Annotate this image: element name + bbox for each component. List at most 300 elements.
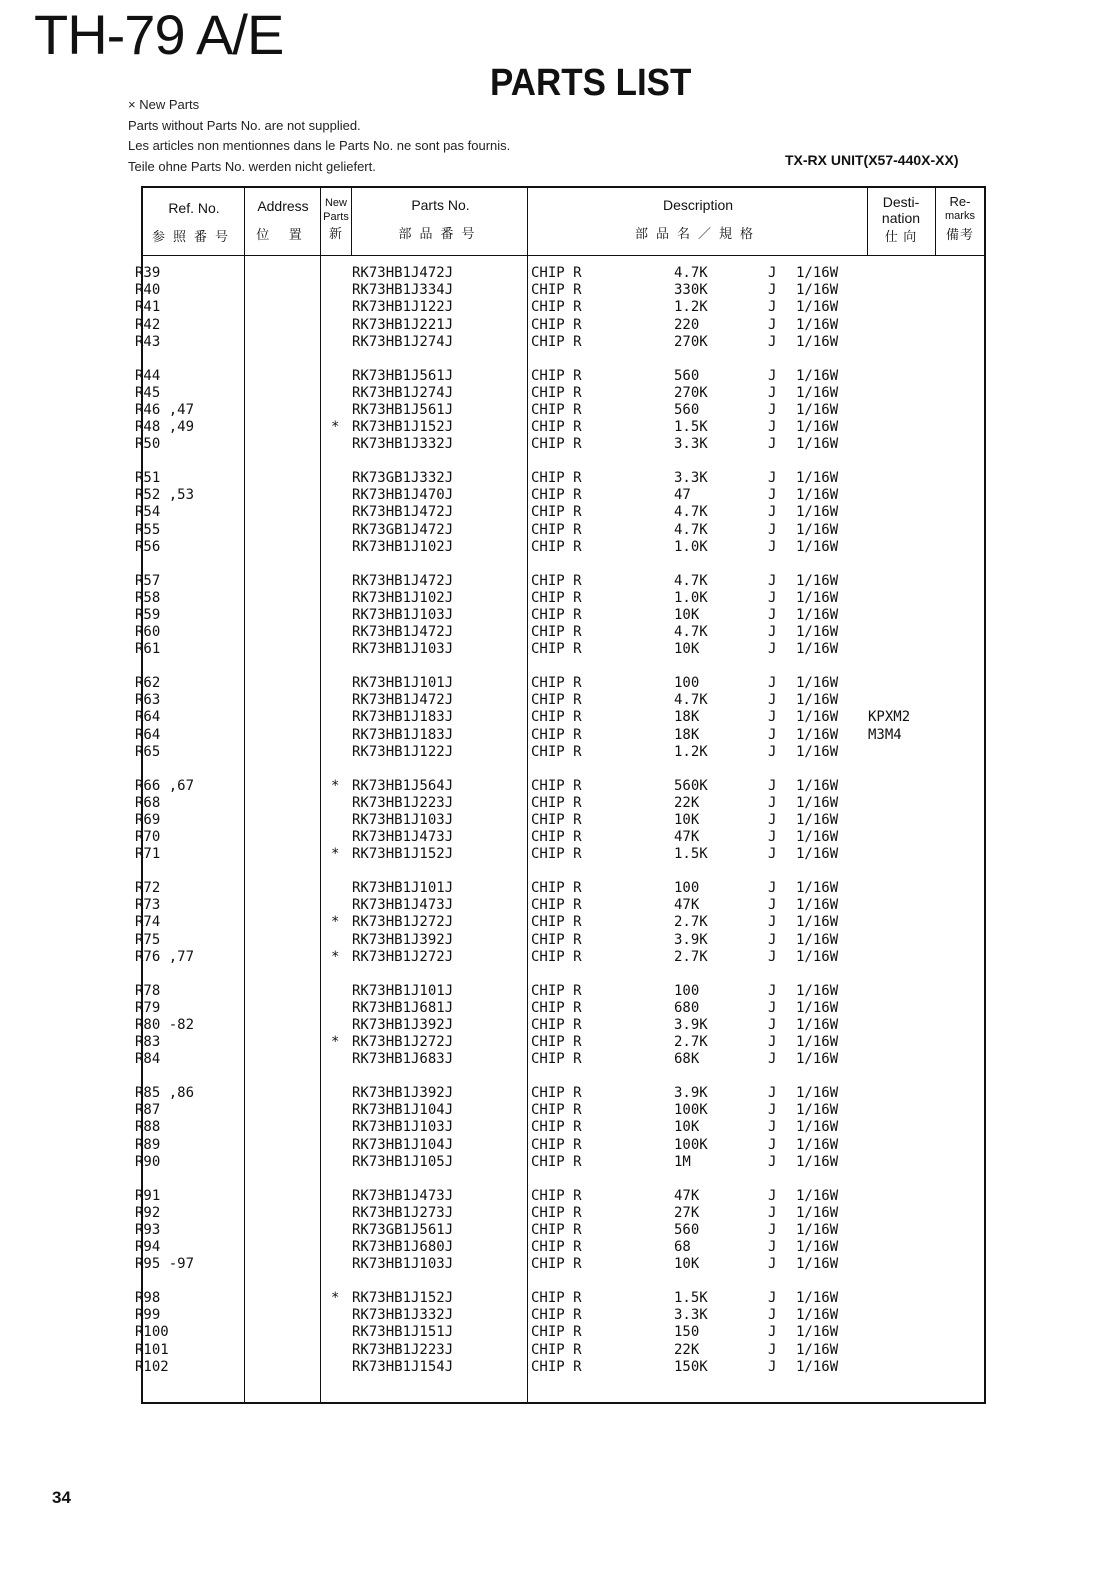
cell-tol: J [768,829,777,846]
cell-ref: R91 [135,1187,161,1204]
col-header-parts-no [353,197,528,242]
cell-tol: J [768,726,777,743]
col-header-new [320,196,352,241]
cell-val: 150 [674,1324,700,1341]
cell-pn: RK73HB1J273J [352,1204,454,1221]
cell-pn: RK73GB1J332J [352,470,454,486]
cell-pw: 1/16W [796,1307,839,1324]
cell-pn: RK73HB1J101J [352,675,454,691]
cell-desc: CHIP R [531,897,582,914]
cell-pw: 1/16W [796,419,839,436]
cell-pw: 1/16W [796,470,839,486]
cell-ref: R64 [135,709,161,726]
cell-desc: CHIP R [531,914,582,931]
cell-pn: RK73HB1J272J [352,948,454,965]
cell-val: 47K [674,829,700,846]
column-divider [244,188,245,1402]
cell-ref: R78 [135,982,161,999]
cell-pn: RK73HB1J392J [352,1016,454,1033]
cell-val: 560 [674,367,700,384]
cell-pw: 1/16W [796,999,839,1016]
cell-pn: RK73HB1J332J [352,436,454,453]
cell-desc: CHIP R [531,606,582,623]
cell-tol: J [768,384,777,401]
cell-val: 4.7K [674,265,708,281]
cell-pw: 1/16W [796,1290,839,1306]
cell-desc: CHIP R [531,1102,582,1119]
cell-val: 2.7K [674,948,708,965]
cell-pn: RK73HB1J561J [352,367,454,384]
cell-tol: J [768,1221,777,1238]
cell-val: 560K [674,777,708,794]
cell-tol: J [768,265,777,281]
col-header-destination-en1: Desti- [882,194,920,210]
cell-tol: J [768,794,777,811]
cell-ref: R101 [135,1341,169,1358]
cell-val: 22K [674,794,700,811]
cell-pw: 1/16W [796,1051,839,1068]
cell-pn: RK73HB1J154J [352,1358,454,1375]
cell-ref: R99 [135,1307,161,1324]
cell-val: 3.9K [674,931,708,948]
cell-tol: J [768,811,777,828]
cell-pw: 1/16W [796,982,839,999]
cell-pn: RK73HB1J183J [352,709,454,726]
header-divider [143,255,984,256]
cell-new: * [331,419,340,436]
cell-desc: CHIP R [531,1221,582,1238]
cell-desc: CHIP R [531,982,582,999]
cell-tol: J [768,1102,777,1119]
cell-desc: CHIP R [531,333,582,350]
cell-tol: J [768,624,777,641]
cell-val: 2.7K [674,1034,708,1051]
cell-val: 1.5K [674,419,708,436]
col-header-description-jp: 部品名／規格 [634,226,761,241]
cell-desc: CHIP R [531,1051,582,1068]
cell-desc: CHIP R [531,316,582,333]
col-header-destination [867,194,935,245]
cell-ref: R42 [135,316,161,333]
cell-tol: J [768,487,777,504]
cell-pw: 1/16W [796,794,839,811]
cell-desc: CHIP R [531,726,582,743]
cell-pn: RK73HB1J102J [352,538,454,555]
cell-val: 10K [674,1119,700,1136]
cell-tol: J [768,931,777,948]
cell-ref: R48 ,49 [135,419,195,436]
page-number: 34 [52,1488,71,1507]
cell-new: * [331,1290,340,1306]
cell-dst: KPXM2 [868,709,911,726]
cell-tol: J [768,504,777,521]
cell-val: 2.7K [674,914,708,931]
cell-desc: CHIP R [531,1204,582,1221]
cell-tol: J [768,1051,777,1068]
cell-ref: R59 [135,606,161,623]
cell-val: 10K [674,811,700,828]
cell-ref: R55 [135,521,161,538]
cell-pn: RK73HB1J561J [352,401,454,418]
cell-pn: RK73HB1J103J [352,641,454,658]
cell-desc: CHIP R [531,367,582,384]
cell-ref: R85 ,86 [135,1085,195,1101]
cell-pn: RK73HB1J473J [352,897,454,914]
cell-ref: R45 [135,384,161,401]
cell-val: 3.9K [674,1016,708,1033]
cell-pn: RK73HB1J472J [352,572,454,589]
cell-ref: R84 [135,1051,161,1068]
col-header-new-jp: 新 [328,226,343,241]
cell-pw: 1/16W [796,846,839,863]
cell-tol: J [768,982,777,999]
cell-val: 4.7K [674,521,708,538]
cell-pn: RK73HB1J473J [352,1187,454,1204]
cell-tol: J [768,401,777,418]
cell-val: 1M [674,1153,691,1170]
cell-pn: RK73HB1J680J [352,1239,454,1256]
cell-pn: RK73HB1J472J [352,624,454,641]
cell-pw: 1/16W [796,931,839,948]
cell-val: 100 [674,675,700,691]
cell-pw: 1/16W [796,1016,839,1033]
cell-tol: J [768,1341,777,1358]
cell-pw: 1/16W [796,914,839,931]
cell-tol: J [768,1153,777,1170]
cell-desc: CHIP R [531,1187,582,1204]
cell-desc: CHIP R [531,1256,582,1273]
cell-pw: 1/16W [796,641,839,658]
cell-val: 100K [674,1102,708,1119]
cell-pw: 1/16W [796,384,839,401]
cell-pw: 1/16W [796,1085,839,1101]
cell-tol: J [768,316,777,333]
cell-val: 22K [674,1341,700,1358]
cell-desc: CHIP R [531,1324,582,1341]
cell-val: 47 [674,487,691,504]
cell-ref: R83 [135,1034,161,1051]
cell-pn: RK73HB1J122J [352,299,454,316]
cell-tol: J [768,1034,777,1051]
cell-pn: RK73HB1J101J [352,982,454,999]
cell-pn: RK73HB1J103J [352,606,454,623]
cell-pw: 1/16W [796,572,839,589]
cell-pn: RK73HB1J102J [352,589,454,606]
cell-ref: R51 [135,470,161,486]
cell-val: 100 [674,982,700,999]
cell-desc: CHIP R [531,743,582,760]
cell-tol: J [768,880,777,896]
cell-tol: J [768,589,777,606]
cell-ref: R75 [135,931,161,948]
cell-pn: RK73HB1J274J [352,384,454,401]
cell-pw: 1/16W [796,777,839,794]
cell-desc: CHIP R [531,419,582,436]
cell-tol: J [768,333,777,350]
cell-pn: RK73HB1J101J [352,880,454,896]
cell-pn: RK73HB1J470J [352,487,454,504]
cell-tol: J [768,1307,777,1324]
cell-ref: R80 -82 [135,1016,195,1033]
cell-desc: CHIP R [531,931,582,948]
cell-pn: RK73GB1J472J [352,521,454,538]
cell-new: * [331,777,340,794]
cell-val: 1.5K [674,1290,708,1306]
cell-new: * [331,948,340,965]
cell-ref: R72 [135,880,161,896]
cell-tol: J [768,470,777,486]
cell-pn: RK73HB1J122J [352,743,454,760]
cell-tol: J [768,709,777,726]
cell-desc: CHIP R [531,1341,582,1358]
cell-ref: R44 [135,367,161,384]
cell-tol: J [768,1085,777,1101]
col-header-new-en1: New [324,197,347,209]
cell-desc: CHIP R [531,384,582,401]
cell-pn: RK73HB1J564J [352,777,454,794]
col-header-remarks-en2: marks [945,210,975,222]
cell-desc: CHIP R [531,436,582,453]
cell-val: 270K [674,384,708,401]
cell-tol: J [768,914,777,931]
cell-pw: 1/16W [796,1358,839,1375]
cell-tol: J [768,675,777,691]
cell-desc: CHIP R [531,1034,582,1051]
cell-ref: R61 [135,641,161,658]
cell-pn: RK73HB1J272J [352,914,454,931]
cell-val: 150K [674,1358,708,1375]
col-header-description [528,197,868,242]
cell-val: 1.0K [674,589,708,606]
cell-ref: R90 [135,1153,161,1170]
cell-tol: J [768,1119,777,1136]
col-header-ref-en: Ref. No. [168,200,220,216]
cell-val: 10K [674,641,700,658]
cell-pn: RK73HB1J681J [352,999,454,1016]
cell-ref: R94 [135,1239,161,1256]
cell-new: * [331,1034,340,1051]
cell-desc: CHIP R [531,299,582,316]
cell-tol: J [768,419,777,436]
cell-pn: RK73HB1J152J [352,846,454,863]
cell-tol: J [768,846,777,863]
cell-desc: CHIP R [531,794,582,811]
cell-val: 4.7K [674,624,708,641]
cell-ref: R40 [135,282,161,299]
cell-pn: RK73HB1J274J [352,333,454,350]
cell-pn: RK73HB1J334J [352,282,454,299]
cell-tol: J [768,777,777,794]
col-header-ref-jp: 参照番号 [151,229,236,244]
cell-desc: CHIP R [531,1016,582,1033]
note-de: Teile ohne Parts No. werden nicht geliefert. [128,158,376,174]
cell-pn: RK73HB1J103J [352,1119,454,1136]
cell-ref: R64 [135,726,161,743]
cell-pw: 1/16W [796,811,839,828]
cell-pw: 1/16W [796,692,839,709]
cell-ref: R54 [135,504,161,521]
cell-desc: CHIP R [531,692,582,709]
cell-pn: RK73HB1J223J [352,1341,454,1358]
cell-ref: R93 [135,1221,161,1238]
cell-val: 100K [674,1136,708,1153]
cell-desc: CHIP R [531,589,582,606]
cell-desc: CHIP R [531,1119,582,1136]
cell-tol: J [768,367,777,384]
cell-val: 1.2K [674,299,708,316]
cell-tol: J [768,1187,777,1204]
cell-pn: RK73HB1J472J [352,265,454,281]
cell-ref: R70 [135,829,161,846]
cell-val: 68 [674,1239,691,1256]
cell-pw: 1/16W [796,1187,839,1204]
cell-pw: 1/16W [796,1102,839,1119]
cell-pn: RK73GB1J561J [352,1221,454,1238]
cell-desc: CHIP R [531,1153,582,1170]
col-header-destination-jp: 仕 向 [884,229,918,244]
cell-pw: 1/16W [796,521,839,538]
page-title: PARTS LIST [490,62,692,104]
cell-desc: CHIP R [531,1136,582,1153]
cell-desc: CHIP R [531,282,582,299]
cell-pw: 1/16W [796,538,839,555]
parts-table [135,186,986,1404]
col-header-address-jp: 位 置 [256,227,310,242]
cell-tol: J [768,1324,777,1341]
cell-val: 47K [674,1187,700,1204]
cell-desc: CHIP R [531,829,582,846]
cell-pw: 1/16W [796,333,839,350]
cell-pw: 1/16W [796,675,839,691]
cell-val: 560 [674,1221,700,1238]
cell-tol: J [768,1016,777,1033]
cell-new: * [331,846,340,863]
notes [128,95,510,177]
cell-ref: R46 ,47 [135,401,195,418]
cell-pw: 1/16W [796,589,839,606]
cell-ref: R60 [135,624,161,641]
cell-val: 68K [674,1051,700,1068]
cell-val: 10K [674,606,700,623]
cell-desc: CHIP R [531,880,582,896]
cell-ref: R68 [135,794,161,811]
col-header-ref [147,200,241,245]
cell-ref: R98 [135,1290,161,1306]
column-divider [527,188,528,1402]
unit-label: TX-RX UNIT(X57-440X-XX) [785,152,959,168]
cell-pw: 1/16W [796,487,839,504]
cell-pn: RK73HB1J221J [352,316,454,333]
col-header-parts-no-en: Parts No. [411,197,470,213]
cell-val: 100 [674,880,700,896]
cell-val: 3.3K [674,1307,708,1324]
cell-ref: R56 [135,538,161,555]
cell-ref: R87 [135,1102,161,1119]
cell-ref: R62 [135,675,161,691]
col-header-address [245,198,321,243]
cell-pn: RK73HB1J472J [352,504,454,521]
cell-tol: J [768,299,777,316]
cell-desc: CHIP R [531,811,582,828]
cell-tol: J [768,282,777,299]
cell-pw: 1/16W [796,436,839,453]
cell-pw: 1/16W [796,299,839,316]
col-header-description-en: Description [662,197,734,213]
cell-pw: 1/16W [796,1256,839,1273]
cell-pw: 1/16W [796,829,839,846]
cell-pw: 1/16W [796,624,839,641]
cell-ref: R66 ,67 [135,777,195,794]
cell-desc: CHIP R [531,1290,582,1306]
cell-val: 220 [674,316,700,333]
cell-desc: CHIP R [531,572,582,589]
cell-pn: RK73HB1J104J [352,1102,454,1119]
cell-tol: J [768,606,777,623]
cell-ref: R92 [135,1204,161,1221]
cell-desc: CHIP R [531,1358,582,1375]
cell-ref: R58 [135,589,161,606]
cell-pn: RK73HB1J683J [352,1051,454,1068]
cell-desc: CHIP R [531,675,582,691]
cell-ref: R39 [135,265,161,281]
cell-val: 18K [674,709,700,726]
cell-pw: 1/16W [796,1034,839,1051]
cell-val: 330K [674,282,708,299]
cell-val: 3.3K [674,436,708,453]
cell-desc: CHIP R [531,624,582,641]
cell-pw: 1/16W [796,1239,839,1256]
cell-desc: CHIP R [531,265,582,281]
cell-tol: J [768,436,777,453]
cell-pn: RK73HB1J473J [352,829,454,846]
cell-desc: CHIP R [531,709,582,726]
cell-pw: 1/16W [796,1136,839,1153]
cell-val: 27K [674,1204,700,1221]
cell-val: 3.9K [674,1085,708,1101]
cell-pn: RK73HB1J223J [352,794,454,811]
cell-ref: R79 [135,999,161,1016]
cell-tol: J [768,538,777,555]
cell-pw: 1/16W [796,709,839,726]
cell-pn: RK73HB1J183J [352,726,454,743]
cell-ref: R57 [135,572,161,589]
cell-desc: CHIP R [531,1239,582,1256]
cell-pn: RK73HB1J152J [352,1290,454,1306]
cell-desc: CHIP R [531,1085,582,1101]
cell-tol: J [768,692,777,709]
note-fr: Les articles non mentionnes dans le Parts No. ne sont pas fournis. [128,138,511,153]
cell-desc: CHIP R [531,948,582,965]
cell-desc: CHIP R [531,538,582,555]
cell-pw: 1/16W [796,726,839,743]
cell-val: 47K [674,897,700,914]
cell-val: 18K [674,726,700,743]
cell-ref: R89 [135,1136,161,1153]
cell-pw: 1/16W [796,504,839,521]
cell-pw: 1/16W [796,1324,839,1341]
cell-tol: J [768,1256,777,1273]
col-header-remarks [935,194,985,242]
cell-val: 4.7K [674,692,708,709]
cell-tol: J [768,1290,777,1306]
cell-pn: RK73HB1J392J [352,931,454,948]
note-en: Parts without Parts No. are not supplied. [128,117,361,133]
cell-val: 1.0K [674,538,708,555]
cell-pw: 1/16W [796,1153,839,1170]
cell-ref: R43 [135,333,161,350]
cell-tol: J [768,948,777,965]
cell-pw: 1/16W [796,316,839,333]
